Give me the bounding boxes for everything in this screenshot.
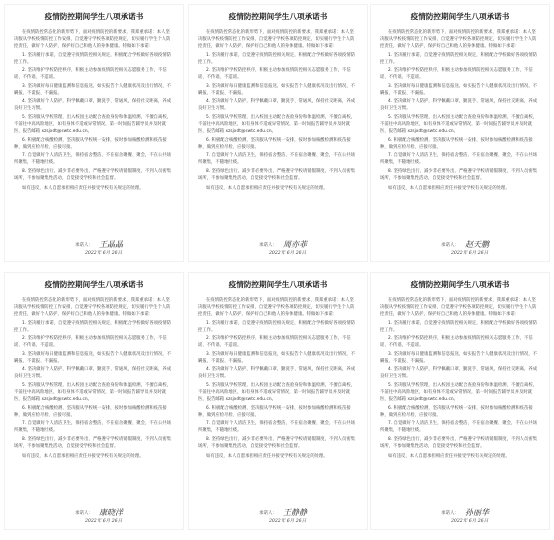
- intro-paragraph: 在疫情防控常态化的新形势下，面对疫情防控的新要求，我郑重承诺：本人坚决服从学校疫情防控工作安排，自觉遵守学校各项防控规定，切实履行学生个人防控责任，做好个人防护，保护好自己和他人的身体健康。特做如下承诺：: [198, 30, 355, 49]
- pledge-item: 5. 坚决服从学校管理，出入校园主动配合查验身份和体温检测，不擅自离校，不前往中高风险地区，如有身体不适或异常情况，第一时间报告辅导员并及时就医，报告邮箱 xzsjxdt@swtc.edu.cn。: [380, 382, 538, 402]
- pledge-item: 6. 积极配合核酸检测，坚决服从学校统一安排，按时参加核酸检测和疫苗接种，做到应检尽检、应接尽接。: [380, 405, 533, 418]
- closing-statement: 如有违反，本人自愿承担相应责任并接受学校有关规定的处理。: [206, 453, 328, 459]
- pledge-item: 6. 积极配合核酸检测，坚决服从学校统一安排，按时参加核酸检测和疫苗接种，做到应检尽检、应接尽接。: [198, 405, 351, 418]
- signature: 孙丽华: [465, 508, 489, 517]
- pledge-item: 8. 坚持绿色出行，减少非必要外出，严格遵守学校请销假制度，不到人员密集场所，不参加聚集性活动，自觉接受学校和社会监督。: [14, 436, 172, 449]
- signature: 周亦菲: [283, 240, 307, 249]
- pledge-item: 7. 自觉做好个人清洁卫生，保持宿舍整洁，不在宿舍聚餐、聚会，不在公共场所聚集，不随地吐痰。: [380, 421, 538, 434]
- signer-label: 承诺人：: [75, 243, 93, 248]
- pledge-item: 3. 坚决做好每日健康监测和信息报送，如实报告个人健康状况及出行情况，不瞒报、不谎报、不漏报。: [14, 351, 172, 364]
- signing-date: 2022年 6月 26日: [85, 519, 123, 524]
- pledge-item: 6. 积极配合核酸检测，坚决服从学校统一安排，按时参加核酸检测和疫苗接种，做到应检尽检、应接尽接。: [198, 137, 351, 150]
- pledge-item: 1. 坚决履行承诺，自觉遵守疫情防控相关规定，积极配合学校做好各项疫情防控工作。: [198, 52, 356, 65]
- pledge-item: 8. 坚持绿色出行，减少非必要外出，严格遵守学校请销假制度，不到人员密集场所，不参加聚集性活动，自觉接受学校和社会监督。: [14, 168, 172, 181]
- pledge-item: 6. 积极配合核酸检测，坚决服从学校统一安排，按时参加核酸检测和疫苗接种，做到应检尽检、应接尽接。: [14, 405, 167, 418]
- pledge-item: 8. 坚持绿色出行，减少非必要外出，严格遵守学校请销假制度，不到人员密集场所，不参加聚集性活动，自觉接受学校和社会监督。: [380, 168, 538, 181]
- pledge-item: 1. 坚决履行承诺，自觉遵守疫情防控相关规定，积极配合学校做好各项疫情防控工作。: [14, 52, 172, 65]
- pledge-item: 4. 坚决做好个人防护，科学佩戴口罩，勤洗手、常通风，保持社交距离，养成良好卫生习惯。: [380, 99, 538, 112]
- pledge-item: 5. 坚决服从学校管理，出入校园主动配合查验身份和体温检测，不擅自离校，不前往中高风险地区，如有身体不适或异常情况，第一时间报告辅导员并及时就医，报告邮箱 xzsjxdt@swtc.edu.cn。: [14, 382, 172, 402]
- signature-row: [189, 506, 367, 516]
- pledge-item: 5. 坚决服从学校管理，出入校园主动配合查验身份和体温检测，不擅自离校，不前往中高风险地区，如有身体不适或异常情况，第一时间报告辅导员并及时就医，报告邮箱 xzsjxdt@swtc.edu.cn。: [14, 114, 172, 134]
- intro-paragraph: 在疫情防控常态化的新形势下，面对疫情防控的新要求，我郑重承诺：本人坚决服从学校疫情防控工作安排，自觉遵守学校各项防控规定，切实履行学生个人防控责任，做好个人防护，保护好自己和他人的身体健康。特做如下承诺：: [380, 298, 537, 317]
- intro-paragraph: 在疫情防控常态化的新形势下，面对疫情防控的新要求，我郑重承诺：本人坚决服从学校疫情防控工作安排，自觉遵守学校各项防控规定，切实履行学生个人防控责任，做好个人防护，保护好自己和他人的身体健康。特做如下承诺：: [198, 298, 355, 317]
- document-page: [4, 4, 184, 262]
- signer-label: 承诺人：: [441, 243, 459, 248]
- signer-label: 承诺人：: [259, 243, 277, 248]
- pledge-item: 2. 坚决维护学校防控秩序，积极主动参加疫情防控相关志愿服务工作，不信谣、不传谣、不造谣。: [198, 68, 351, 81]
- document-title: 疫情防控期间学生八项承诺书: [228, 12, 328, 21]
- pledge-item: 1. 坚决履行承诺，自觉遵守疫情防控相关规定，积极配合学校做好各项疫情防控工作。: [14, 320, 172, 333]
- pledge-item: 1. 坚决履行承诺，自觉遵守疫情防控相关规定，积极配合学校做好各项疫情防控工作。: [380, 52, 538, 65]
- pledge-item: 4. 坚决做好个人防护，科学佩戴口罩，勤洗手、常通风，保持社交距离，养成良好卫生习惯。: [14, 99, 172, 112]
- closing-statement: 如有违反，本人自愿承担相应责任并接受学校有关规定的处理。: [388, 453, 510, 459]
- signing-date: 2022年 6月 26日: [85, 251, 123, 256]
- pledge-item: 3. 坚决做好每日健康监测和信息报送，如实报告个人健康状况及出行情况，不瞒报、不谎报、不漏报。: [380, 83, 538, 96]
- signature: 赵天鹏: [465, 240, 489, 249]
- signature-row: [189, 238, 367, 248]
- signature-row: [5, 506, 183, 516]
- closing-statement: 如有违反，本人自愿承担相应责任并接受学校有关规定的处理。: [206, 185, 328, 191]
- pledge-item: 3. 坚决做好每日健康监测和信息报送，如实报告个人健康状况及出行情况，不瞒报、不谎报、不漏报。: [198, 83, 356, 96]
- pledge-item: 6. 积极配合核酸检测，坚决服从学校统一安排，按时参加核酸检测和疫苗接种，做到应检尽检、应接尽接。: [380, 137, 533, 150]
- pledge-item: 7. 自觉做好个人清洁卫生，保持宿舍整洁，不在宿舍聚餐、聚会，不在公共场所聚集，不随地吐痰。: [198, 153, 356, 166]
- pledge-item: 2. 坚决维护学校防控秩序，积极主动参加疫情防控相关志愿服务工作，不信谣、不传谣、不造谣。: [14, 336, 167, 349]
- intro-paragraph: 在疫情防控常态化的新形势下，面对疫情防控的新要求，我郑重承诺：本人坚决服从学校疫情防控工作安排，自觉遵守学校各项防控规定，切实履行学生个人防控责任，做好个人防护，保护好自己和他人的身体健康。特做如下承诺：: [14, 298, 171, 317]
- pledge-item: 5. 坚决服从学校管理，出入校园主动配合查验身份和体温检测，不擅自离校，不前往中高风险地区，如有身体不适或异常情况，第一时间报告辅导员并及时就医，报告邮箱 xzsjxdt@swtc.edu.cn。: [198, 382, 356, 402]
- pledge-item: 2. 坚决维护学校防控秩序，积极主动参加疫情防控相关志愿服务工作，不信谣、不传谣、不造谣。: [14, 68, 167, 81]
- closing-statement: 如有违反，本人自愿承担相应责任并接受学校有关规定的处理。: [22, 185, 144, 191]
- pledge-item: 1. 坚决履行承诺，自觉遵守疫情防控相关规定，积极配合学校做好各项疫情防控工作。: [198, 320, 356, 333]
- document-title: 疫情防控期间学生八项承诺书: [410, 12, 510, 21]
- signature: 王晶晶: [99, 240, 123, 249]
- document-page: [370, 272, 550, 530]
- pledge-item: 4. 坚决做好个人防护，科学佩戴口罩，勤洗手、常通风，保持社交距离，养成良好卫生习惯。: [198, 99, 356, 112]
- pledge-item: 5. 坚决服从学校管理，出入校园主动配合查验身份和体温检测，不擅自离校，不前往中高风险地区，如有身体不适或异常情况，第一时间报告辅导员并及时就医，报告邮箱 xzsjxdt@swtc.edu.cn。: [380, 114, 538, 134]
- signer-label: 承诺人：: [441, 511, 459, 516]
- pledge-item: 7. 自觉做好个人清洁卫生，保持宿舍整洁，不在宿舍聚餐、聚会，不在公共场所聚集，不随地吐痰。: [380, 153, 538, 166]
- signature-row: [371, 238, 549, 248]
- signature: 王静静: [283, 508, 307, 517]
- pledge-item: 4. 坚决做好个人防护，科学佩戴口罩，勤洗手、常通风，保持社交距离，养成良好卫生习惯。: [198, 367, 356, 380]
- document-page: [188, 272, 368, 530]
- closing-statement: 如有违反，本人自愿承担相应责任并接受学校有关规定的处理。: [22, 453, 144, 459]
- signature-row: [5, 238, 183, 248]
- document-title: 疫情防控期间学生八项承诺书: [44, 280, 144, 289]
- signing-date: 2022年 6月 26日: [451, 519, 489, 524]
- pledge-item: 3. 坚决做好每日健康监测和信息报送，如实报告个人健康状况及出行情况，不瞒报、不谎报、不漏报。: [198, 351, 356, 364]
- pledge-item: 3. 坚决做好每日健康监测和信息报送，如实报告个人健康状况及出行情况，不瞒报、不谎报、不漏报。: [380, 351, 538, 364]
- pledge-item: 2. 坚决维护学校防控秩序，积极主动参加疫情防控相关志愿服务工作，不信谣、不传谣、不造谣。: [380, 68, 533, 81]
- pledge-item: 7. 自觉做好个人清洁卫生，保持宿舍整洁，不在宿舍聚餐、聚会，不在公共场所聚集，不随地吐痰。: [198, 421, 356, 434]
- document-title: 疫情防控期间学生八项承诺书: [410, 280, 510, 289]
- signing-date: 2022年 6月 26日: [269, 251, 307, 256]
- signer-label: 承诺人：: [75, 511, 93, 516]
- intro-paragraph: 在疫情防控常态化的新形势下，面对疫情防控的新要求，我郑重承诺：本人坚决服从学校疫情防控工作安排，自觉遵守学校各项防控规定，切实履行学生个人防控责任，做好个人防护，保护好自己和他人的身体健康。特做如下承诺：: [380, 30, 537, 49]
- pledge-item: 5. 坚决服从学校管理，出入校园主动配合查验身份和体温检测，不擅自离校，不前往中高风险地区，如有身体不适或异常情况，第一时间报告辅导员并及时就医，报告邮箱 xzsjxdt@swtc.edu.cn。: [198, 114, 356, 134]
- pledge-item: 4. 坚决做好个人防护，科学佩戴口罩，勤洗手、常通风，保持社交距离，养成良好卫生习惯。: [14, 367, 172, 380]
- pledge-item: 8. 坚持绿色出行，减少非必要外出，严格遵守学校请销假制度，不到人员密集场所，不参加聚集性活动，自觉接受学校和社会监督。: [198, 436, 356, 449]
- document-page: [370, 4, 550, 262]
- pledge-item: 1. 坚决履行承诺，自觉遵守疫情防控相关规定，积极配合学校做好各项疫情防控工作。: [380, 320, 538, 333]
- pledge-item: 7. 自觉做好个人清洁卫生，保持宿舍整洁，不在宿舍聚餐、聚会，不在公共场所聚集，不随地吐痰。: [14, 421, 172, 434]
- pledge-item: 8. 坚持绿色出行，减少非必要外出，严格遵守学校请销假制度，不到人员密集场所，不参加聚集性活动，自觉接受学校和社会监督。: [198, 168, 356, 181]
- document-title: 疫情防控期间学生八项承诺书: [228, 280, 328, 289]
- document-title: 疫情防控期间学生八项承诺书: [44, 12, 144, 21]
- pledge-item: 7. 自觉做好个人清洁卫生，保持宿舍整洁，不在宿舍聚餐、聚会，不在公共场所聚集，不随地吐痰。: [14, 153, 172, 166]
- document-page: [4, 272, 184, 530]
- closing-statement: 如有违反，本人自愿承担相应责任并接受学校有关规定的处理。: [388, 185, 510, 191]
- signature-row: [371, 506, 549, 516]
- pledge-item: 4. 坚决做好个人防护，科学佩戴口罩，勤洗手、常通风，保持社交距离，养成良好卫生习惯。: [380, 367, 538, 380]
- pledge-item: 2. 坚决维护学校防控秩序，积极主动参加疫情防控相关志愿服务工作，不信谣、不传谣、不造谣。: [198, 336, 351, 349]
- pledge-item: 3. 坚决做好每日健康监测和信息报送，如实报告个人健康状况及出行情况，不瞒报、不谎报、不漏报。: [14, 83, 172, 96]
- signature: 康晓洋: [99, 508, 123, 517]
- signing-date: 2022年 6月 26日: [451, 251, 489, 256]
- signer-label: 承诺人：: [259, 511, 277, 516]
- pledge-item: 2. 坚决维护学校防控秩序，积极主动参加疫情防控相关志愿服务工作，不信谣、不传谣、不造谣。: [380, 336, 533, 349]
- pledge-item: 8. 坚持绿色出行，减少非必要外出，严格遵守学校请销假制度，不到人员密集场所，不参加聚集性活动，自觉接受学校和社会监督。: [380, 436, 538, 449]
- document-page: [188, 4, 368, 262]
- signing-date: 2022年 6月 26日: [269, 519, 307, 524]
- pledge-item: 6. 积极配合核酸检测，坚决服从学校统一安排，按时参加核酸检测和疫苗接种，做到应检尽检、应接尽接。: [14, 137, 167, 150]
- intro-paragraph: 在疫情防控常态化的新形势下，面对疫情防控的新要求，我郑重承诺：本人坚决服从学校疫情防控工作安排，自觉遵守学校各项防控规定，切实履行学生个人防控责任，做好个人防护，保护好自己和他人的身体健康。特做如下承诺：: [14, 30, 171, 49]
